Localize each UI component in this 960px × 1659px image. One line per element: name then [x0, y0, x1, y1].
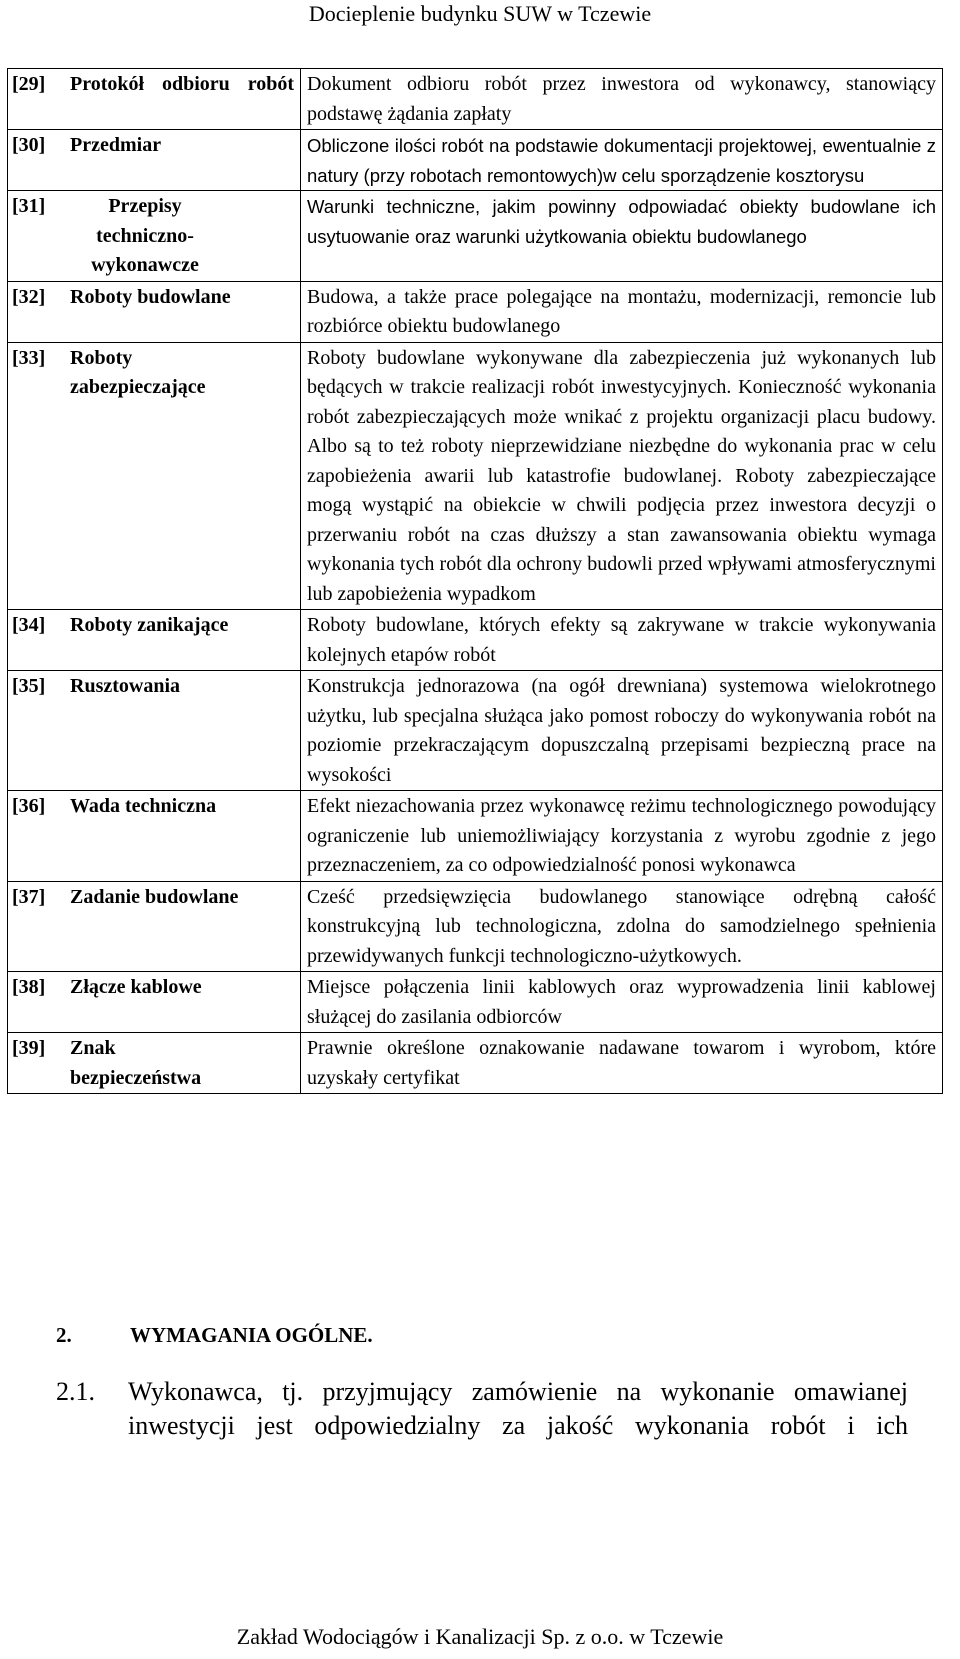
definition-cell [301, 281, 943, 342]
term-cell [8, 281, 301, 342]
term-name: Przedmiar [70, 134, 162, 156]
term-name: Roboty zanikające [70, 614, 229, 636]
table-row [8, 69, 943, 130]
term-number: [37] [12, 885, 46, 908]
term-name: Złącze kablowe [70, 976, 202, 998]
definition-cell [301, 191, 943, 282]
definition-text: Efekt niezachowania przez wykonawcę reżimu technologicznego powodujący ograniczenie lub uniemożliwiający korzystania z wyrobu zgodnie z jego przeznaczeniem, za co odpowiedzialność ponosi wykonawca [307, 795, 936, 876]
table-row [8, 671, 943, 791]
table-row [8, 1033, 943, 1094]
definition-cell [301, 69, 943, 130]
section-number: 2. [56, 1323, 72, 1347]
term-cell [8, 342, 301, 610]
table-row [8, 972, 943, 1033]
definition-text: Budowa, a także prace polegające na montażu, modernizacji, remoncie lub rozbiórce obiektu budowlanego [307, 285, 936, 337]
term-cell [8, 1033, 301, 1094]
table-row [8, 881, 943, 972]
term-name: Zadanie budowlane [70, 885, 239, 908]
term-cell [8, 191, 301, 282]
definition-cell [301, 972, 943, 1033]
page-footer: Zakład Wodociągów i Kanalizacji Sp. z o.o. w Tczewie [236, 1624, 724, 1649]
definition-cell [301, 342, 943, 610]
definition-cell [301, 671, 943, 791]
definitions-table [7, 68, 943, 1094]
table-row [8, 191, 943, 282]
term-number: [30] [12, 134, 46, 156]
table-row [8, 791, 943, 882]
term-name: Roboty budowlane [70, 285, 231, 308]
term-number: [35] [12, 675, 46, 697]
subsection-text: Wykonawca, tj. przyjmujący zamówienie na wykonanie omawianej inwestycji jest odpowiedzialny za jakość wykonania robót i ich [128, 1377, 908, 1440]
table-row [8, 610, 943, 671]
term-name: Przepisy techniczno-wykonawcze [91, 195, 199, 276]
table-row [8, 130, 943, 191]
term-cell [8, 972, 301, 1033]
table-row [8, 342, 943, 610]
definition-text: Miejsce połączenia linii kablowych oraz wyprowadzenia linii kablowej służącej do zasilania odbiorców [307, 976, 936, 1028]
definition-text: Obliczone ilości robót na podstawie dokumentacji projektowej, ewentualnie z natury (przy robotach remontowych)w celu sporządzenie kosztorysu [307, 135, 936, 186]
definition-text: Cześć przedsięwzięcia budowlanego stanowiące odrębną całość konstrukcyjną lub technologiczna, zdolna do samodzielnego spełnienia przewidywanych funkcji technologiczno-użytkowych. [307, 885, 936, 967]
term-number: [29] [12, 73, 46, 95]
section-title: WYMAGANIA OGÓLNE. [130, 1323, 373, 1347]
term-cell [8, 791, 301, 882]
page-header: Docieplenie budynku SUW w Tczewie [308, 1, 652, 26]
term-cell [8, 69, 301, 130]
definition-cell [301, 881, 943, 972]
term-number: [39] [12, 1037, 46, 1059]
definition-text: Prawnie określone oznakowanie nadawane towarom i wyrobom, które uzyskały certyfikat [307, 1037, 936, 1089]
term-number: [31] [12, 195, 46, 217]
definition-cell [301, 791, 943, 882]
definition-cell [301, 1033, 943, 1094]
term-number: [34] [12, 614, 46, 636]
definition-text: Konstrukcja jednorazowa (na ogół drewniana) systemowa wielokrotnego użytku, lub specjalna służąca jako pomost roboczy do wykonywania robót na poziomie przekraczającym dopuszczalną przepisami bezpieczną prace na wysokości [307, 675, 936, 786]
term-cell [8, 610, 301, 671]
table-row [8, 281, 943, 342]
term-number: [36] [12, 795, 46, 817]
term-cell [8, 671, 301, 791]
term-name: Roboty zabezpieczające [70, 346, 206, 398]
definition-text: Roboty budowlane, których efekty są zakrywane w trakcie wykonywania kolejnych etapów robót [307, 614, 936, 666]
definition-cell [301, 130, 943, 191]
definition-cell [301, 610, 943, 671]
definition-text: Warunki techniczne, jakim powinny odpowiadać obiekty budowlane ich usytuowanie oraz warunki użytkowania obiektu budowlanego [307, 196, 936, 247]
section-heading [56, 1321, 373, 1349]
subsection-paragraph [56, 1375, 908, 1443]
term-cell [8, 881, 301, 972]
term-name: Rusztowania [70, 675, 181, 697]
definition-text: Roboty budowlane wykonywane dla zabezpieczenia już wykonanych lub będących w trakcie realizacji robót inwestycyjnych. Konieczność wykonania robót zabezpieczających może wnikać z projektu organizacji placu budowy. Albo są to też roboty nieprzewidziane niezbędne do wykonania prac w celu zapobieżenia awarii lub katastrofie budowlanej. Roboty zabezpieczające mogą wystąpić na obiekcie w chwili podjęcia przez inwestora decyzji o przerwaniu robót na czas dłuższy a stan zawansowania obiektu wymaga wykonania tych robót dla ochrony budowli przed wpływami atmosferycznymi lub zapobieżenia wypadkom [307, 346, 936, 605]
term-number: [32] [12, 285, 46, 308]
subsection-number: 2.1. [56, 1377, 95, 1406]
term-name: Wada techniczna [70, 795, 217, 817]
term-number: [38] [12, 976, 46, 998]
term-number: [33] [12, 346, 46, 369]
definition-text: Dokument odbioru robót przez inwestora od wykonawcy, stanowiący podstawę żądania zapłaty [307, 73, 936, 125]
term-name: Protokół odbioru robót [70, 73, 294, 95]
term-cell [8, 130, 301, 191]
term-name: Znak bezpieczeństwa [70, 1037, 202, 1089]
